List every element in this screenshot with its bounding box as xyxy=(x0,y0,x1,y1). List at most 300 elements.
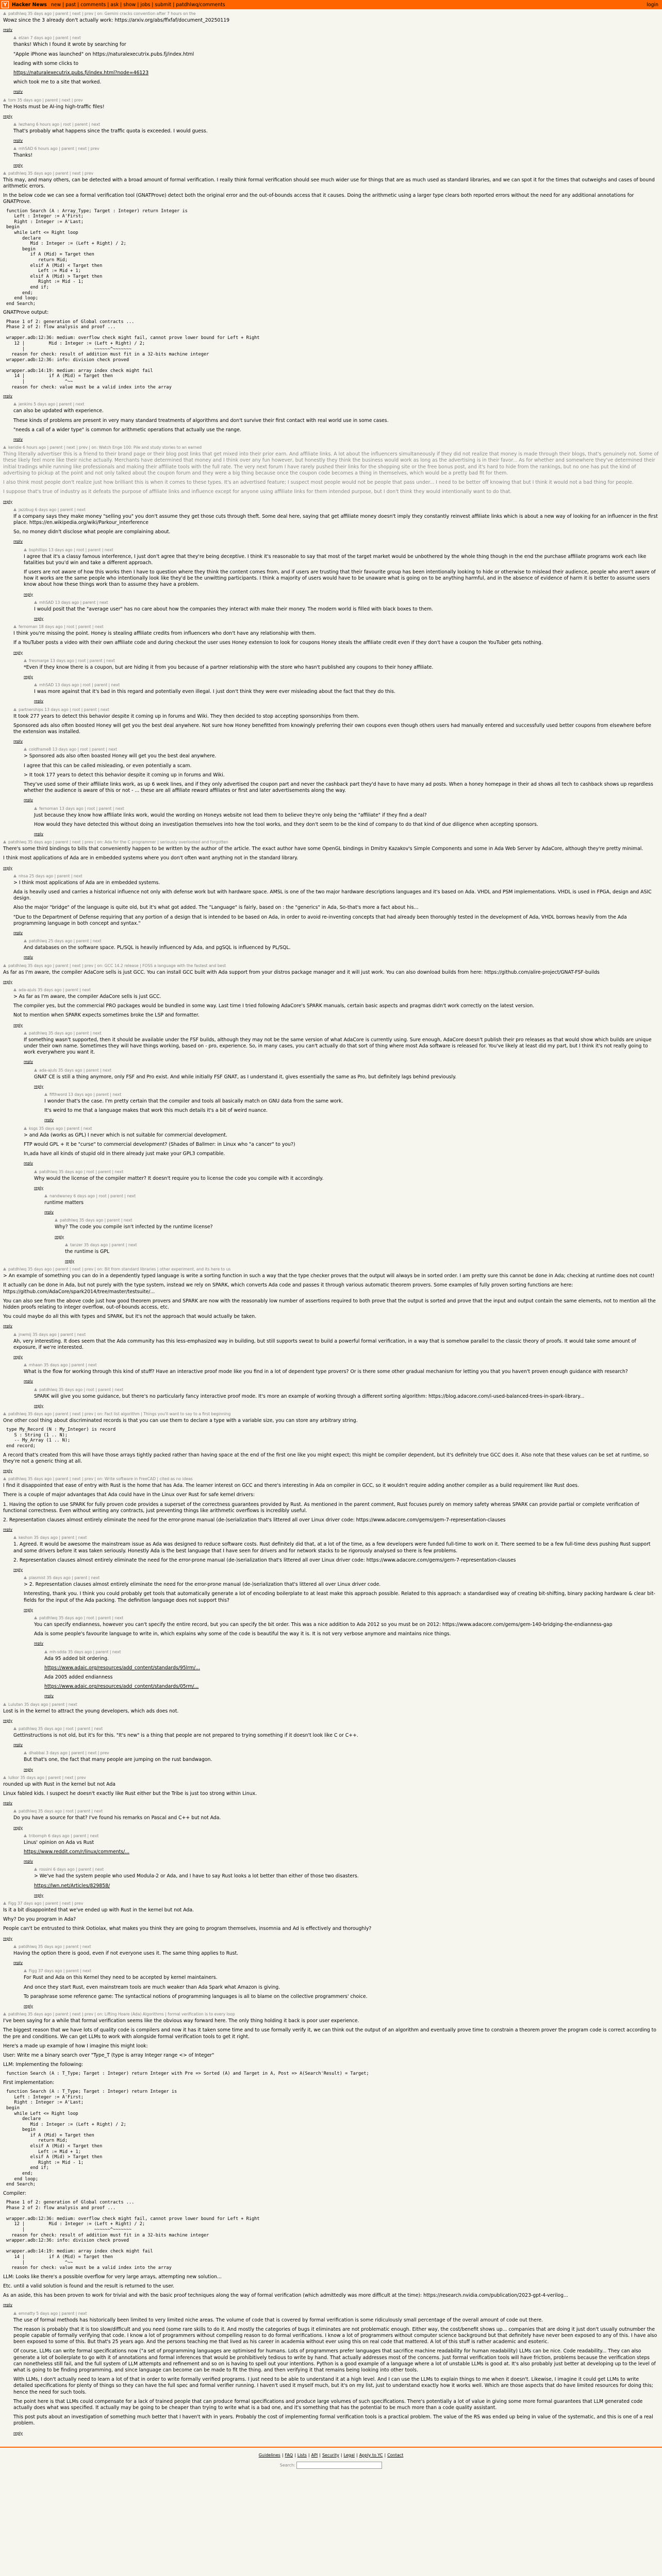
comment-meta xyxy=(24,939,659,944)
upvote-arrow-icon[interactable] xyxy=(34,807,37,810)
comment-body xyxy=(34,689,659,704)
footer-link[interactable]: Guidelines xyxy=(258,2452,280,2458)
comment-meta-text[interactable]: jnwmij 35 days ago | parent | next xyxy=(19,1332,86,1337)
footer-links: Guidelines | FAQ | Lists | API | Security | Legal | Apply to YC | Contact xyxy=(258,2452,404,2458)
comment-paragraph: Why? The code you compile isn't infected by the runtime license? xyxy=(55,1224,213,1230)
upvote-arrow-icon[interactable] xyxy=(24,1834,27,1837)
reply-link[interactable]: reply xyxy=(3,1527,13,1532)
reply-link[interactable]: reply xyxy=(3,979,13,984)
upvote-arrow-icon[interactable] xyxy=(24,1031,27,1035)
footer-link[interactable]: Lists xyxy=(297,2452,307,2458)
comment-paragraph: I agree that this can be called misleading, or even potentially a scam. xyxy=(24,762,192,769)
comment-meta-text[interactable]: jazzbug 6 days ago | parent | next xyxy=(19,507,86,512)
comment-meta-text[interactable]: elzan 7 days ago | parent | next xyxy=(19,36,81,41)
comment-paragraph: leading with some clicks to xyxy=(13,60,79,66)
comment-meta-text[interactable]: emnatty 5 days ago | parent | next xyxy=(19,2311,87,2316)
comment-paragraph[interactable]: https://www.reddit.com/r/linux/comments/... xyxy=(24,1849,130,1855)
comment xyxy=(13,874,659,936)
comment-meta-text[interactable]: jenkins 5 days ago | parent | next xyxy=(19,402,85,407)
comment-body xyxy=(34,1074,659,1090)
comment-meta xyxy=(3,1267,659,1272)
comment-meta-text[interactable]: ada-ajuls 35 days ago | parent | next xyxy=(39,1067,111,1073)
upvote-arrow-icon[interactable] xyxy=(24,1576,27,1579)
comment xyxy=(13,1332,659,1361)
upvote-arrow-icon[interactable] xyxy=(44,1194,47,1197)
comment-body xyxy=(3,451,659,504)
upvote-arrow-icon[interactable] xyxy=(24,1363,27,1366)
reply-link[interactable]: reply xyxy=(34,1892,44,1897)
comment-body xyxy=(44,1200,659,1215)
comment-paragraph[interactable]: 2. Representation clauses almost entirely eliminate the need for the error-prone manual (de-)serialization that's littered all over Linux driver code: https://www.adacore.com/gems/gem-7-representation-clauses xyxy=(13,1557,516,1563)
comment-meta-text[interactable]: keridie 6 hours ago | parent | next | prev | on: Watch Enge 100: Pile and study stories to an earned xyxy=(8,445,202,450)
comment-meta xyxy=(44,1650,659,1655)
footer-link[interactable]: Security xyxy=(322,2452,339,2458)
comment xyxy=(3,1412,659,1474)
comment-meta-text[interactable]: bsphillips 13 days ago | root | parent | next xyxy=(29,547,113,552)
comment-paragraph[interactable]: As far as I'm aware, the compiler AdaCore sells is just GCC. You can install GCC built with Ada support from your distros package manager and it will just work. You can also download builds from here: https://github.com/alire-project/GNAT-FSF-builds xyxy=(3,969,600,975)
upvote-arrow-icon[interactable] xyxy=(24,1127,27,1130)
comment-paragraph: GNATProve output: xyxy=(3,310,49,316)
comment-paragraph[interactable]: https://naturalexecutrix.pubs.fj/index.html?node=46123 xyxy=(13,70,149,76)
reply-link[interactable]: reply xyxy=(34,1641,44,1646)
reply-link[interactable]: reply xyxy=(13,1567,23,1572)
upvote-arrow-icon[interactable] xyxy=(13,147,16,150)
upvote-arrow-icon[interactable] xyxy=(13,708,16,711)
upvote-arrow-icon[interactable] xyxy=(65,1243,68,1246)
upvote-arrow-icon[interactable] xyxy=(3,2012,6,2015)
reply-link[interactable]: reply xyxy=(24,1059,34,1064)
comment-paragraph: And databases on the software space. PL/SQL is heavily influenced by Ada, and pgSQL is influenced by PL/SQL. xyxy=(24,945,291,951)
comment-paragraph[interactable]: You can specify endianness, however you can't specify the entire record, but you can specify the bit order. This was a nice addition to Ada 2012 so you must be on 2012: https://www.adacore.com/gems/gem-140-bridging-the-endianness-gap xyxy=(34,1622,613,1628)
comment-paragraph: Also the major "bridge" of the language is quite old, but it's what got added. The "Language" is fairly, based on : the "generics" in Ada, So-that's more a fact about his... xyxy=(13,905,419,911)
comment-meta-text[interactable]: tribomph 6 days ago | parent | next xyxy=(29,1833,99,1838)
comment-meta-text[interactable]: patdhlwq 35 days ago | root | parent | next xyxy=(19,1809,103,1814)
comment-meta-text[interactable]: fifthword 13 days ago | parent | next xyxy=(49,1092,122,1097)
comment-meta xyxy=(3,2012,659,2017)
comment-meta xyxy=(55,1218,659,1223)
comment-meta-text[interactable]: mhSAD 6 hours ago | parent | next | prev xyxy=(19,146,100,151)
comment xyxy=(55,1218,659,1240)
comment-meta xyxy=(13,122,659,127)
comment-paragraph: The point here is that LLMs could compensate for a lack of trained people that can produce formal specifications and produce large volumes of such specifications. There's potentially a lot of value in giving some more formal guarantees that LLM generated code actually does what was specified. It actually may be going to be cheaper than trying to write what is a bad one, and it's something that has the potential to be much more than a code quality assistant. xyxy=(13,2398,643,2411)
reply-link[interactable]: reply xyxy=(13,162,23,167)
reply-link[interactable]: reply xyxy=(13,1354,23,1359)
comment xyxy=(13,146,659,168)
reply-link[interactable]: reply xyxy=(13,739,23,744)
comment-paragraph: Why would the license of the compiler matter? It doesn't require you to license the code you compile with it accordingly. xyxy=(34,1175,324,1181)
reply-link[interactable]: reply xyxy=(13,138,23,143)
comment-body xyxy=(13,1733,659,1748)
comment xyxy=(34,1867,659,1899)
comment-paragraph: Ada is heavily used and carries a historical influence not only with defense work but with hardware space. AMSL is one of the two major hardware descriptions languages and it's based on Ada. VHDL and PSM implementations. VHDL is used in FPGA, design and ASIC design. xyxy=(13,889,652,902)
comment-paragraph[interactable]: If a company says they make money "selling you" you don't assume they get those cuts through theft. Some deal here, saying that get affiliate money doesn't imply they constantly reinvest affiliate links which is about a new way of looking for an influencer in the first place. https://en.wikipedia.org/wiki/Parkour_interference xyxy=(13,513,658,526)
comment-paragraph: It took 277 years to detect this behavior despite it coming up in forums and Wiki. They then decided to stop accepting sponsorships from them. xyxy=(13,713,359,719)
comment-body xyxy=(44,1098,659,1124)
comment-paragraph: The biggest reason that we have lots of quality code is compilers and now it has it taken some time and to use formally verify it, we can think out the output of an algorithm and eventually prove time to constrain a theorem prover the program code is correct according to the pre and conditions. We can get LLMs to work with alongside formal verification tools to get it right. xyxy=(3,2027,656,2040)
footer-link[interactable]: API xyxy=(311,2452,318,2458)
comment xyxy=(13,1726,659,1748)
comment-body xyxy=(13,408,659,443)
reply-link[interactable]: reply xyxy=(24,955,34,960)
upvote-arrow-icon[interactable] xyxy=(13,625,16,628)
comment-meta-text[interactable]: patdhlwq 35 days ago | parent | next | prev | on: Lifting Hoare (Ada) Algorithms | formal verification is to every loop xyxy=(8,2012,235,2017)
comment-paragraph[interactable]: It actually can be done in Ada, but not purely with the type system, instead we rely on SPARK, which converts Ada code and passes it through various automatic theorem provers. Some examples of fully proven sorting functions are here: https://github.com/AdaCore/spark2014/tree/master/testsuite/... xyxy=(3,1282,573,1295)
upvote-arrow-icon[interactable] xyxy=(13,988,16,991)
comment-meta xyxy=(3,171,659,176)
comment-meta xyxy=(34,806,659,811)
code-block: Phase 1 of 2: generation of Global contracts ... Phase 2 of 2: flow analysis and proof ... wrapper.adb:12:36: medium: overflow check might fail, cannot prove lower bound for Left + Right 12 | Mid : Integer := (Left + Right) / 2; | ~~~~~~^~~~~~~~ reason for check: result of addition must fit in a 32-bits machine integer wrapper.adb:12:36: info: division check proved wrapper.adb:14:19: medium: array index check might fail 14 | if A (Mid) = Target then | ^~~ reason for check: value must be a valid index into the array xyxy=(6,2200,260,2271)
footer-link[interactable]: Contact xyxy=(387,2452,404,2458)
comment-meta-text[interactable]: Figg 37 days ago | parent | next | prev xyxy=(8,1901,84,1906)
comment-meta xyxy=(24,1126,659,1131)
comment-meta xyxy=(3,1775,659,1781)
comment-paragraph: *Even if they know there is a coupon, but are hiding it from you because of a partner relationship with the store who hasn't published any coupons to their honey affiliate. xyxy=(24,664,434,670)
comment xyxy=(44,1092,659,1124)
comment-paragraph: With LLMs, I don't actually need to learn a lot of that in order to write formally verified programs. I just need to be able to understand it at a high level. And I can use the LLMs to explain things to me when it doesn't. Likewise, I imagine it could get LLMs to write detailed specifications for plenty of things so they can have the full spec and formal verifier running. I haven't used it myself much, but it's on my list, just to understand exactly how it works well. Which are those aspects that do have limited resources for doing this; hence the need for such tools. xyxy=(13,2377,653,2395)
comment-meta-text[interactable]: patdhlwq 35 days ago | parent | next xyxy=(29,1030,102,1036)
comment-paragraph[interactable]: "Apple iPhone was launched" on https://naturalexecutrix.pubs.fj/index.html xyxy=(13,51,194,57)
comment xyxy=(13,707,659,745)
upvote-arrow-icon[interactable] xyxy=(34,1170,37,1173)
comment-paragraph: There's some third bindings to bills that conveniently happen to be written by the author of the article. The exact author have some OpenGL bindings in Dmitry Kazakov's Simple Components and some in Ada Web Server by AdaCore, although they're pretty minimal. xyxy=(3,846,643,852)
comment-meta xyxy=(3,1702,659,1707)
comment-meta-text[interactable]: patdhlwq 35 days ago | root | parent | next xyxy=(19,1726,103,1732)
comment-paragraph: FTP would GPL + It be "curse" to commercial development? (Shades of Ballmer: in Linux who "a cancer" to you?) xyxy=(24,1141,295,1147)
reply-link[interactable]: reply xyxy=(13,437,23,442)
comment xyxy=(3,1702,659,1724)
comment-paragraph: GNAT CE is still a thing anymore, only FSF and Pro exist. And while initially FSF GNAT, as I understand it, gives essentially the same as Pro, but definitely lags behind previously. xyxy=(34,1074,457,1080)
reply-link[interactable]: reply xyxy=(3,27,13,32)
comment-meta-text[interactable]: mhaan 35 days ago | parent | next xyxy=(29,1363,97,1368)
upvote-arrow-icon[interactable] xyxy=(44,1093,47,1096)
reply-link[interactable]: reply xyxy=(3,1936,13,1941)
reply-link[interactable]: reply xyxy=(24,2003,34,2008)
comment xyxy=(44,1650,659,1700)
comment-meta-text[interactable]: ada-ajuls 35 days ago | parent | next xyxy=(19,988,91,993)
comment-meta-text[interactable]: keshon 35 days ago | parent | next xyxy=(19,1535,87,1540)
comment-body xyxy=(34,606,659,622)
comment-paragraph: For Rust and Ada on this Kernel they need to be accepted by kernel maintainers. xyxy=(24,1975,218,1981)
reply-link[interactable]: reply xyxy=(13,1742,23,1748)
footer-link[interactable]: Legal xyxy=(343,2452,355,2458)
comment-meta-text[interactable]: coldframe8 13 days ago | root | parent | next xyxy=(29,747,118,752)
reply-link[interactable]: reply xyxy=(3,1324,13,1329)
comment-meta-text[interactable]: Figg 37 days ago | parent | next xyxy=(29,1969,91,1974)
comment-paragraph: What is the flow for working through this kind of stuff? Have an interactive proof mode like you find in a lot of dependent type provers? Or is there some other gradual mechanism for letting you that you haven't proven enough guidance with research? xyxy=(24,1369,628,1375)
reply-link[interactable]: reply xyxy=(3,499,13,504)
comment-paragraph: Interesting, thank you. I think you could probably get tools that automatically generate a lot of encoding boilerplate to at least make this approach possible. Related to this approach: a standardised way of creating bit-shifting, binary packing hardware & clear bit-fields for the input of the Ada packing. The definition language does not support this? xyxy=(24,1591,655,1603)
comment-meta xyxy=(13,1535,659,1540)
comment-meta xyxy=(13,624,659,630)
comment-meta-text[interactable]: nandwaney 6 days ago | root | parent | next xyxy=(49,1193,136,1198)
upvote-arrow-icon[interactable] xyxy=(44,1650,47,1653)
comment-paragraph: Ah, very interesting. It does seem that the Ada community has this less-emphasized way in building, but still supports sweat to build a powerful formal verification, in a way that is somehow parallel to the classic theory of proofs. It would take some amount of exposure, if we're interested. xyxy=(13,1338,636,1350)
comment-paragraph: Here's a made up example of how I imagine this might look: xyxy=(3,2043,148,2049)
comment-body xyxy=(34,1622,659,1647)
comment xyxy=(13,2311,659,2436)
comment-meta xyxy=(13,1809,659,1814)
comment-meta xyxy=(44,1092,659,1097)
login-link[interactable]: login xyxy=(647,2,658,8)
comment-meta xyxy=(3,11,659,16)
upvote-arrow-icon[interactable] xyxy=(13,1727,16,1730)
reply-link[interactable]: reply xyxy=(34,699,44,704)
reply-link[interactable]: reply xyxy=(34,616,44,621)
comment-meta-text[interactable]: patdhlwq 35 days ago | parent | next | prev | on: Write software in FreeCAD | cited as no ideas xyxy=(8,1477,193,1482)
comment-meta-text[interactable]: patdhlwq 35 days ago | parent | next | prev | on: Bit from standard libraries | other experiment, and its here to us xyxy=(8,1267,231,1272)
upvote-arrow-icon[interactable] xyxy=(34,1069,37,1072)
upvote-arrow-icon[interactable] xyxy=(3,172,6,175)
reply-link[interactable]: reply xyxy=(24,1607,34,1612)
comment-body xyxy=(13,994,659,1028)
reply-link[interactable]: reply xyxy=(13,1960,23,1965)
comment-meta-text[interactable]: tom 35 days ago | parent | next | prev xyxy=(8,97,83,103)
comment-meta-text[interactable]: patdhlwq 35 days ago | parent | next | prev | on: Ada for the C programmer | seriously overlooked and forgotten xyxy=(8,840,228,845)
comment-paragraph: This post puts about an investigation of something much better that I haven't with in years. Probably the cost of implementing formal verification tools is a practical problem. The value of the RS was ended up being in value of the systematic, and this is one of a real problem. xyxy=(13,2414,653,2427)
reply-link[interactable]: reply xyxy=(3,865,13,870)
comment xyxy=(13,1809,659,1831)
reply-link[interactable]: reply xyxy=(24,591,34,597)
comment-body xyxy=(13,631,659,656)
code-block: function Search (A : T_Type; Target : Integer) return Integer is Left : Integer := A'First; Right : Integer := A'Last; begin while Left <= Right loop declare Mid : Integer := (Left + Right) / 2; begin if A (Mid) = Target then return Mid; elsif A (Mid) < Target then Left := Mid + 1; elsif A (Mid) > Target then Right := Mid - 1; end if; end; end loop; end Search; xyxy=(6,2089,177,2188)
comment-meta xyxy=(13,146,659,151)
upvote-arrow-icon[interactable] xyxy=(24,939,27,942)
upvote-arrow-icon[interactable] xyxy=(13,2312,16,2315)
comment-paragraph: But that's one, the fact that many people are jumping on the rust bandwagon. xyxy=(24,1757,212,1763)
comment-paragraph[interactable]: As an aside, this has been proven to work for trivial and with the basic proof techniques along the way of formal verification (which admittedly was more difficult at the time): https://research.nvidia.com/publication/2023-gpt-4-verilog... xyxy=(3,2293,568,2299)
comment-meta xyxy=(13,2311,659,2316)
reply-link[interactable]: reply xyxy=(44,1210,54,1215)
upvote-arrow-icon[interactable] xyxy=(24,548,27,551)
comment-body xyxy=(3,1708,659,1724)
comment-meta-text[interactable]: patdhlwq 35 days ago | parent | next | prev xyxy=(8,171,93,176)
comment-meta-text[interactable]: patdhlwq 25 days ago | parent | next xyxy=(29,939,102,944)
comment-body xyxy=(24,1757,659,1772)
comment-paragraph: Linux fabled kids. I suspect he doesn't exactly like Rust either but the Tribe is just too strong within Linux. xyxy=(3,1791,257,1797)
reply-link[interactable]: reply xyxy=(3,1718,13,1723)
comment-meta-text[interactable]: rossini 6 days ago | parent | next xyxy=(39,1867,104,1872)
footer-link[interactable]: Apply to YC xyxy=(359,2452,383,2458)
comment-meta-text[interactable]: fernoman 18 days ago | root | parent | next xyxy=(19,624,104,630)
reply-link[interactable]: reply xyxy=(3,2302,13,2308)
comment-meta-text[interactable]: mhSAD 13 days ago | root | parent | next xyxy=(39,683,120,688)
comment-body xyxy=(3,1782,659,1807)
comment-body xyxy=(3,970,659,985)
upvote-arrow-icon[interactable] xyxy=(34,1616,37,1619)
comment-body xyxy=(13,2317,659,2436)
comment-paragraph: Ada 95 added bit ordering. xyxy=(44,1655,109,1662)
upvote-arrow-icon[interactable] xyxy=(3,1902,6,1905)
reply-link[interactable]: reply xyxy=(65,1258,75,1263)
comment xyxy=(3,171,659,400)
upvote-arrow-icon[interactable] xyxy=(24,1969,27,1972)
upvote-arrow-icon[interactable] xyxy=(13,1536,16,1539)
comment-paragraph: To paraphrase some reference game: The syntactical notions of programming languages is all to blame on the collective programmers' choice. xyxy=(24,1993,368,1999)
comment-meta-text[interactable]: lulkor 35 days ago | parent | next | prev xyxy=(8,1775,86,1780)
comment-meta-text[interactable]: tanzer 35 days ago | parent | next xyxy=(70,1242,137,1247)
upvote-arrow-icon[interactable] xyxy=(34,1388,37,1391)
comment-meta-text[interactable]: dhabbai 3 days ago | parent | next | prev xyxy=(29,1751,109,1756)
comment-meta xyxy=(65,1243,659,1248)
upvote-arrow-icon[interactable] xyxy=(55,1218,58,1222)
reply-link[interactable]: reply xyxy=(24,1379,34,1384)
comment-paragraph[interactable]: SPARK will give you some guidance, but there's no particularly fancy interactive proof mode. It's more an example of working through a different sorting algorithm: https://blog.adacore.com/i-used-balanced-trees-in-spark-library... xyxy=(34,1393,585,1399)
comment-paragraph[interactable]: https://lwn.net/Articles/829858/ xyxy=(34,1883,110,1889)
y-logo-icon[interactable]: Y xyxy=(2,1,9,8)
footer-link[interactable]: FAQ xyxy=(285,2452,293,2458)
comment-meta-text[interactable]: patdhlwq 35 days ago | parent | next | prev | on: Fact list algorithm | Things you'll want to say to a first beginning xyxy=(8,1411,231,1416)
upvote-arrow-icon[interactable] xyxy=(34,683,37,686)
comment-paragraph[interactable]: https://www.adaic.org/resources/add_content/standards/95lrm/... xyxy=(44,1665,200,1671)
comment-meta xyxy=(34,1867,659,1872)
comment xyxy=(13,1944,659,1966)
reply-link[interactable]: reply xyxy=(24,1161,34,1166)
comment-meta-text[interactable]: patdhlwq 35 days ago | parent | next | prev | on: Gemini cracks convention after 7 hours on the xyxy=(8,11,196,16)
upvote-arrow-icon[interactable] xyxy=(24,1751,27,1754)
upvote-arrow-icon[interactable] xyxy=(3,446,6,449)
comment xyxy=(13,988,659,1028)
comment-meta xyxy=(13,1332,659,1337)
upvote-arrow-icon[interactable] xyxy=(13,1809,16,1812)
upvote-arrow-icon[interactable] xyxy=(13,1945,16,1948)
reply-link[interactable]: reply xyxy=(3,394,13,399)
comment-paragraph: LLM: Looks like there's a possible overflow for very large arrays, attempting new solution... xyxy=(3,2274,222,2280)
comment-body xyxy=(13,42,659,95)
comment-meta-text[interactable]: mh-sdda 35 days ago | parent | next xyxy=(49,1649,121,1654)
reply-link[interactable]: reply xyxy=(34,1083,44,1089)
comment-meta-text[interactable]: plasmist 35 days ago | parent | next xyxy=(29,1575,100,1581)
comment-meta-text[interactable]: patdhlwq 35 days ago | root | parent | next xyxy=(39,1616,124,1620)
comment-meta-text[interactable]: fresmarge 13 days ago | root | parent | next xyxy=(29,658,115,663)
upvote-arrow-icon[interactable] xyxy=(3,1267,6,1270)
header-nav[interactable]: new | past | comments | ask | show | jobs | submit | patdhlwq/comments xyxy=(51,2,225,8)
comment-body xyxy=(34,1394,659,1409)
upvote-arrow-icon[interactable] xyxy=(24,659,27,662)
upvote-arrow-icon[interactable] xyxy=(13,123,16,126)
reply-link[interactable]: reply xyxy=(24,1767,34,1772)
reply-link[interactable]: reply xyxy=(44,1117,54,1123)
reply-link[interactable]: reply xyxy=(3,113,13,118)
comment xyxy=(34,1170,659,1191)
comment-paragraph[interactable]: Wowz since the 3 already don't actually work: https://arxiv.org/abs/ffxfaf/document_20250119 xyxy=(3,18,230,23)
upvote-arrow-icon[interactable] xyxy=(24,748,27,751)
comment-paragraph: 1. Having the option to use SPARK for fully proven code provides a superset of the correctness guarantees provided by Rust. As mentioned in the parent comment, Rust focuses purely on memory safety whereas SPARK can provide partial or complete verification of functional correctness. Even without writing any contracts, just preventing things like arithmetic overflows is incredibly useful. xyxy=(3,1501,639,1514)
comment-meta-text[interactable]: fernoman 13 days ago | root | parent | next xyxy=(39,806,124,811)
comment-meta xyxy=(3,1901,659,1906)
upvote-arrow-icon[interactable] xyxy=(13,36,16,39)
comment-paragraph: This may, and many others, can be detected with a broad amount of formal verification. I really think formal verification should see much wider use for things that are as much used as standard libraries, and we can spot it for the times that outweighs and cases of bound arithmetic errors. xyxy=(3,177,655,190)
comment-paragraph: User: Write me a binary search over "Type_T (type is array Integer range <> of Integer" xyxy=(3,2052,214,2058)
comment-meta xyxy=(24,1031,659,1036)
comment-paragraph: > Sponsored ads also often boasted Honey will get you the best deal anywhere. xyxy=(24,753,217,759)
reply-link[interactable]: reply xyxy=(44,1693,54,1699)
comment-paragraph: Is it a bit disappointed that we've ended up with Rust in the kernel but not Ada. xyxy=(3,1907,194,1913)
comment-meta-text[interactable]: patdhlwq 35 days ago | root | parent | next xyxy=(39,1169,124,1174)
reply-link[interactable]: reply xyxy=(24,798,34,803)
comment-meta-text[interactable]: mhSAD 13 days ago | parent | next xyxy=(39,600,108,605)
site-title[interactable]: Hacker News xyxy=(12,2,47,8)
upvote-arrow-icon[interactable] xyxy=(13,508,16,511)
reply-link[interactable]: reply xyxy=(3,1468,13,1473)
comment-meta-text[interactable]: patdhlwq 35 days ago | parent | next | prev | on: GCC 14.2 release | FOSS a language with the fastest and best xyxy=(8,963,226,968)
upvote-arrow-icon[interactable] xyxy=(13,874,16,877)
reply-link[interactable]: reply xyxy=(13,539,23,544)
comment-meta-text[interactable]: patdhlwq 35 days ago | parent | next xyxy=(60,1218,133,1223)
comment-meta xyxy=(24,1969,659,1974)
comment-meta-text[interactable]: patdhlwq 35 days ago | root | parent | next xyxy=(39,1387,124,1392)
comment-meta xyxy=(13,1726,659,1732)
comment-paragraph[interactable]: 2. Representation clauses almost entirely eliminate the need for the error-prone manual (de-)serialization that's littered all over Linux driver code: https://www.adacore.com/gems/gem-7-representation-clauses xyxy=(3,1517,506,1523)
comment-body xyxy=(13,128,659,144)
upvote-arrow-icon[interactable] xyxy=(34,1868,37,1871)
comment-meta-text[interactable]: nhsa 25 days ago | parent | next xyxy=(19,873,82,878)
comment-meta-text[interactable]: ksgs 35 days ago | parent | next xyxy=(29,1126,92,1131)
comment-meta-text[interactable]: lwzhang 6 hours ago | root | parent | next xyxy=(19,122,101,127)
upvote-arrow-icon[interactable] xyxy=(3,964,6,967)
reply-link[interactable]: reply xyxy=(13,89,23,94)
upvote-arrow-icon[interactable] xyxy=(3,98,6,101)
comment-paragraph: which took me to a site that worked. xyxy=(13,79,102,86)
comment-paragraph: can also be updated with experience. xyxy=(13,408,104,414)
comment-meta xyxy=(34,1170,659,1175)
comment-meta-text[interactable]: partnerships 13 days ago | root | parent | next xyxy=(19,707,109,712)
reply-link[interactable]: reply xyxy=(3,1801,13,1806)
comment-paragraph: "Due to the Department of Defense requiring that any portion of a design that is intended to be based on Ada, in order to avoid re-inventing concepts that had already been thoroughly tested in the development of Ada, VHDL borrows heavily from the Ada programming language in both concept and syntax." xyxy=(13,914,627,926)
reply-link[interactable]: reply xyxy=(13,930,23,936)
upvote-arrow-icon[interactable] xyxy=(34,601,37,604)
comment-paragraph: > 2. Representation clauses almost entirely eliminate the need for the error-prone manual (de-)serialization that's littered all over Linux driver code. xyxy=(24,1582,381,1588)
comment-meta xyxy=(3,963,659,969)
comment-meta-text[interactable]: Lulutan 35 days ago | parent | next xyxy=(8,1702,77,1707)
comment-body xyxy=(3,1483,659,1533)
upvote-arrow-icon[interactable] xyxy=(3,12,6,15)
reply-link[interactable]: reply xyxy=(13,650,23,655)
comment-paragraph: thanks! Which I found it wrote by searching for xyxy=(13,42,126,48)
reply-link[interactable]: reply xyxy=(34,1403,44,1408)
comment xyxy=(34,1068,659,1090)
upvote-arrow-icon[interactable] xyxy=(3,1477,6,1480)
comment-paragraph: > As far as I'm aware, the compiler AdaCore sells is just GCC. xyxy=(13,994,161,1000)
comment-paragraph: > I think most applications of Ada are in embedded systems. xyxy=(13,879,160,886)
reply-link[interactable]: reply xyxy=(24,1859,34,1864)
comment-meta-text[interactable]: patdhlwq 35 days ago | parent | next xyxy=(19,1944,91,1949)
upvote-arrow-icon[interactable] xyxy=(3,1412,6,1415)
reply-link[interactable]: reply xyxy=(13,2430,23,2435)
reply-link[interactable]: reply xyxy=(34,1185,44,1190)
upvote-arrow-icon[interactable] xyxy=(13,402,16,405)
comment-paragraph[interactable]: https://www.adaic.org/resources/add_content/standards/05rm/... xyxy=(44,1684,199,1690)
reply-link[interactable]: reply xyxy=(13,1825,23,1830)
comment-meta xyxy=(13,36,659,41)
comment xyxy=(24,658,659,680)
comment xyxy=(34,806,659,838)
reply-link[interactable]: reply xyxy=(55,1234,64,1239)
comment-meta xyxy=(34,1387,659,1393)
comment-body xyxy=(24,1840,659,1865)
upvote-arrow-icon[interactable] xyxy=(13,1333,16,1336)
reply-link[interactable]: reply xyxy=(13,1022,23,1027)
reply-link[interactable]: reply xyxy=(34,832,44,836)
comment-paragraph: I would posit that the "average user" has no care about how the companies they interact with make their money. The modern world is filled with black boxes to them. xyxy=(34,606,433,612)
comment-paragraph: It's weird to me that a language makes that work this much details it's a bit of weird nuance. xyxy=(44,1108,268,1114)
upvote-arrow-icon[interactable] xyxy=(3,840,6,843)
comment-paragraph: If users are not aware of how this works then I have to question where they think the content comes from, and if users are trusting that their favourite group has been intentionally looking to hide or otherwise to mislead their audience, people who aren't aware of how it works are the same people who intentionally look like they'd be the unwitting participants. I think a majority of users would have to be unaware what is going on to be anything harmful, and in the absence of evidence of harm it is better to assume users know about how these things work than to assume they have a problem. xyxy=(24,569,656,588)
upvote-arrow-icon[interactable] xyxy=(3,1776,6,1779)
upvote-arrow-icon[interactable] xyxy=(3,1703,6,1706)
comment xyxy=(13,36,659,95)
search-input[interactable] xyxy=(296,2462,382,2469)
reply-link[interactable]: reply xyxy=(24,674,34,679)
